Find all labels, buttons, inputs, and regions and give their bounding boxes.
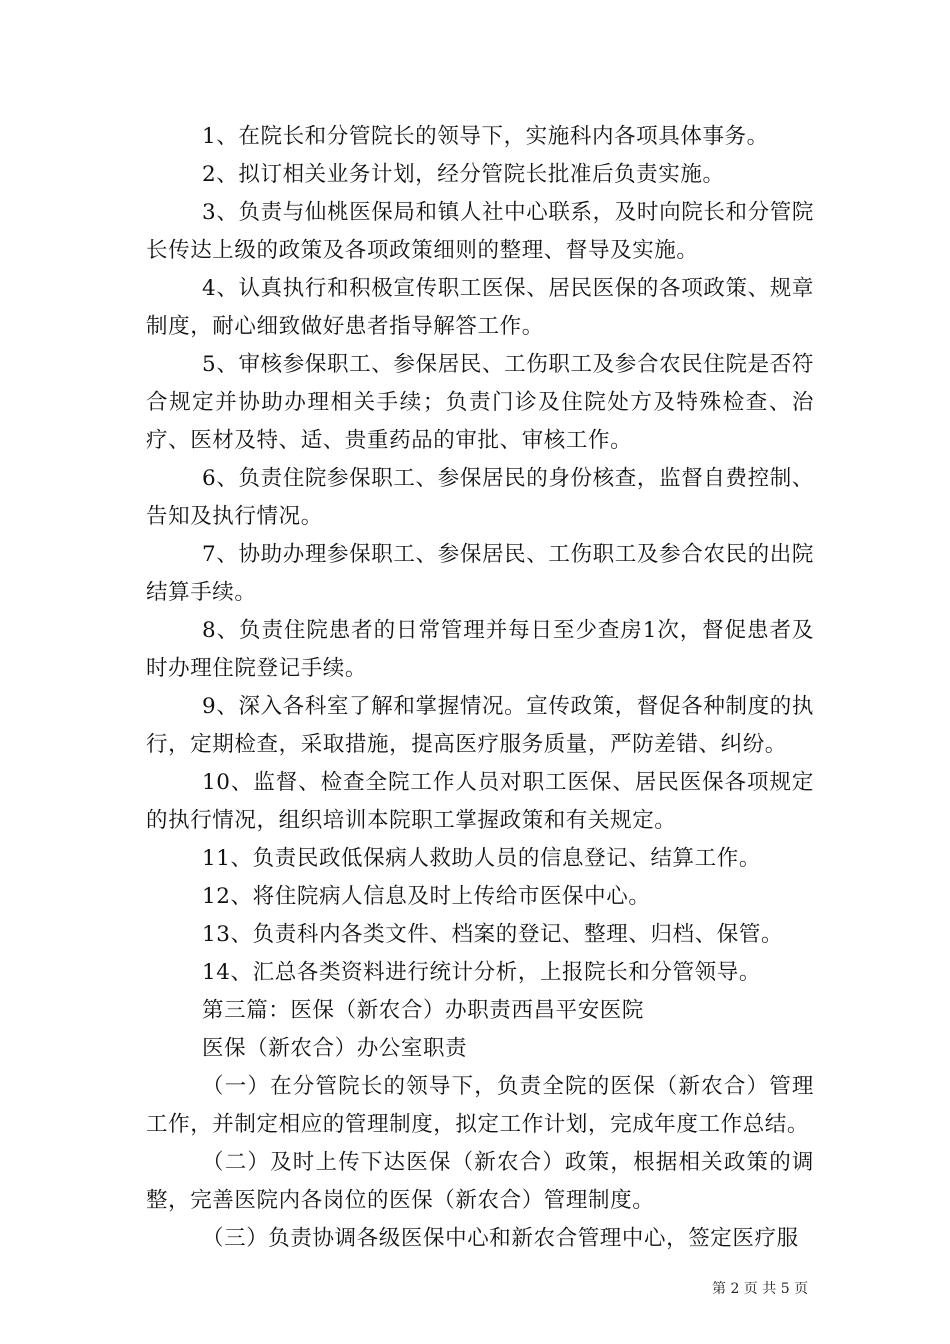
duty-item-8: 8、负责住院患者的日常管理并每日至少查房1次，督促患者及时办理住院登记手续。	[146, 618, 814, 681]
office-duty-2: （二）及时上传下达医保（新农合）政策，根据相关政策的调整，完善医院内各岗位的医保（新农合）管理制度。	[146, 1150, 814, 1213]
duty-item-9: 9、深入各科室了解和掌握情况。宣传政策，督促各种制度的执行，定期检查，采取措施，提高医疗服务质量，严防差错、纠纷。	[146, 694, 814, 757]
duty-item-6: 6、负责住院参保职工、参保居民的身份核查，监督自费控制、告知及执行情况。	[146, 466, 814, 529]
document-body	[146, 118, 814, 1258]
duty-item-3: 3、负责与仙桃医保局和镇人社中心联系，及时向院长和分管院长传达上级的政策及各项政策细则的整理、督导及实施。	[146, 200, 814, 263]
duty-item-4: 4、认真执行和积极宣传职工医保、居民医保的各项政策、规章制度，耐心细致做好患者指导解答工作。	[146, 276, 814, 339]
page-number: 第 2 页 共 5 页	[712, 1281, 809, 1297]
duty-item-11: 11、负责民政低保病人救助人员的信息登记、结算工作。	[202, 846, 761, 871]
duty-item-2: 2、拟订相关业务计划，经分管院长批准后负责实施。	[202, 162, 725, 187]
office-duty-3: （三）负责协调各级医保中心和新农合管理中心，签定医疗服	[202, 1226, 799, 1251]
duty-item-13: 13、负责科内各类文件、档案的登记、整理、归档、保管。	[202, 922, 784, 947]
duty-item-7: 7、协助办理参保职工、参保居民、工伤职工及参合农民的出院结算手续。	[146, 542, 814, 605]
duty-item-14: 14、汇总各类资料进行统计分析，上报院长和分管领导。	[202, 960, 761, 985]
office-duty-1: （一）在分管院长的领导下，负责全院的医保（新农合）管理工作，并制定相应的管理制度，拟定工作计划，完成年度工作总结。	[146, 1074, 814, 1137]
section-heading: 第三篇：医保（新农合）办职责西昌平安医院	[202, 998, 645, 1023]
duty-item-12: 12、将住院病人信息及时上传给市医保中心。	[202, 884, 651, 909]
duty-item-1: 1、在院长和分管院长的领导下，实施科内各项具体事务。	[202, 124, 769, 149]
section-subheading: 医保（新农合）办公室职责	[202, 1036, 468, 1061]
duty-item-5: 5、审核参保职工、参保居民、工伤职工及参合农民住院是否符合规定并协助办理相关手续；负责门诊及住院处方及特殊检查、治疗、医材及特、适、贵重药品的审批、审核工作。	[146, 352, 814, 453]
duty-item-10: 10、监督、检查全院工作人员对职工医保、居民医保各项规定的执行情况，组织培训本院职工掌握政策和有关规定。	[146, 770, 814, 833]
